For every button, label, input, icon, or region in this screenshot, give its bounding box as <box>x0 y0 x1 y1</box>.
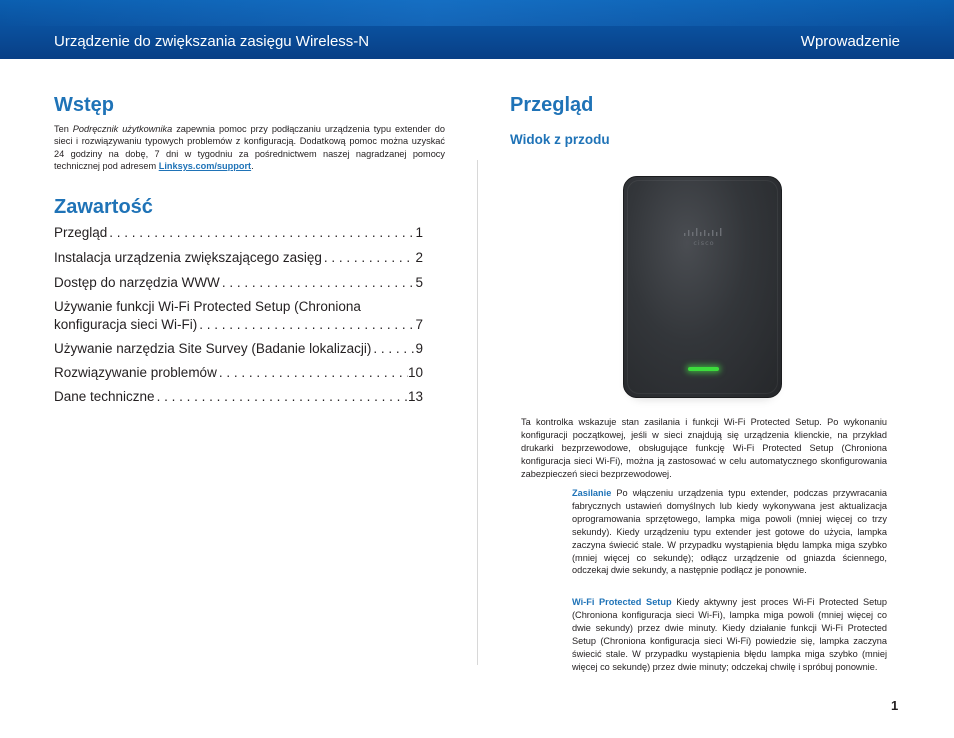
toc-item-page: 10 <box>407 365 423 380</box>
toc-item-overview[interactable] <box>54 224 423 249</box>
toc-item-page: 9 <box>415 341 423 356</box>
toc-item-wps-line1[interactable]: Używanie funkcji Wi-Fi Protected Setup (Chroniona <box>54 299 361 314</box>
toc-leader-dots <box>217 364 408 382</box>
intro-text-after: zapewnia pomoc przy podłączaniu urządzenia typu extender do sieci i rozwiązywaniu typowych problemów z konfiguracją. Dodatkową pomoc można uzyskać 24 godziny na dobę, 7 dni w tygodniu za pośrednictwem naszej nagradzanej pomocy technicznej pod adresem <box>54 124 445 172</box>
intro-guide-title: Podręcznik użytkownika <box>72 124 173 134</box>
toc-leader-dots <box>371 340 415 358</box>
power-text: Po włączeniu urządzenia typu extender, podczas przywracania fabrycznych ustawień domyślnych lub kiedy wykonywana jest aktualizacja oprogramowania sprzętowego, lampka miga powoli (mniej więcej co trzy sekundy). Kiedy urządzeniu typu extender jest gotowe do użycia, lampka zaczyna świecić stale. W przypadku wystąpienia błędu lampka miga szybko (mniej więcej co sekundę); odłącz urządzenie od gniazda ściennego, odczekaj dwie sekundy, a następnie podłącz je ponownie. <box>572 488 887 576</box>
toc-item-page: 5 <box>415 275 423 290</box>
toc-item-title: Dostęp do narzędzia WWW <box>54 275 220 290</box>
toc-item-wps[interactable] <box>54 316 423 340</box>
toc-item-page: 13 <box>407 389 423 404</box>
front-view-description: Ta kontrolka wskazuje stan zasilania i funkcji Wi-Fi Protected Setup. Po wykonaniu konfiguracji początkowej, jeśli w sieci znajdują się urządzenia klienckie, na przykład drukarki bezprzewodowe, obsługujące funkcję Wi-Fi Protected Setup (Chroniona konfiguracja sieci Wi-Fi), można ją zastosować w celu automatycznego skonfigurowania zabezpieczeń sieci bezprzewodowej. <box>521 417 887 479</box>
overview-heading: Przegląd <box>510 94 594 116</box>
toc-item-troubleshooting[interactable] <box>54 364 423 388</box>
header-product-title: Urządzenie do zwiększania zasięgu Wireless-N <box>54 33 370 50</box>
toc-leader-dots <box>107 224 415 242</box>
toc-item-site-survey[interactable] <box>54 340 423 364</box>
toc-heading: Zawartość <box>54 196 153 218</box>
toc-item-title: konfiguracja sieci Wi-Fi) <box>54 317 198 332</box>
intro-text-end: . <box>251 161 254 172</box>
toc-item-web-utility[interactable] <box>54 274 423 298</box>
cisco-logo-icon <box>682 227 726 247</box>
intro-heading: Wstęp <box>54 94 114 116</box>
power-term: Zasilanie <box>572 488 612 498</box>
power-led-description <box>572 487 887 577</box>
wps-text: Kiedy aktywny jest proces Wi-Fi Protected Setup (Chroniona konfiguracja sieci Wi-Fi), lampka miga powoli (mniej więcej co dwie sekundy) przez dwie minuty. Kiedy działanie funkcji Wi-Fi Protected Setup (Chroniona konfiguracja sieci Wi-Fi) powiedzie się, lampka zaczyna świecić stale. W przypadku wystąpienia błędu lampka miga szybko (mniej więcej co sekundę) przez dwie minuty; odczekaj chwilę i spróbuj ponownie. <box>572 597 888 672</box>
toc-list <box>54 224 423 412</box>
device-rim <box>627 180 778 394</box>
extender-device-image <box>623 176 782 398</box>
support-link[interactable]: Linksys.com/support <box>158 161 252 172</box>
wps-led-description <box>572 596 887 673</box>
header-accent <box>0 0 954 26</box>
toc-leader-dots <box>220 274 416 292</box>
toc-item-page: 7 <box>415 317 423 332</box>
toc-item-title: Używanie narzędzia Site Survey (Badanie lokalizacji) <box>54 341 372 356</box>
column-divider <box>477 160 478 665</box>
toc-item-page: 2 <box>415 250 423 265</box>
toc-leader-dots <box>155 388 408 406</box>
toc-item-page: 1 <box>415 225 423 240</box>
intro-paragraph <box>54 123 445 173</box>
page-number: 1 <box>891 698 899 713</box>
toc-item-title: Instalacja urządzenia zwiększającego zasięg <box>54 250 322 265</box>
toc-leader-dots <box>322 249 416 267</box>
toc-leader-dots <box>197 316 415 334</box>
status-led-light <box>688 367 719 371</box>
device-body <box>623 176 782 398</box>
svg-text:cisco: cisco <box>693 239 715 247</box>
toc-item-title: Rozwiązywanie problemów <box>54 365 217 380</box>
toc-item-title: Przegląd <box>54 225 108 240</box>
toc-item-installation[interactable] <box>54 249 423 274</box>
intro-text-before: Ten <box>54 124 73 134</box>
front-view-heading: Widok z przodu <box>510 132 610 147</box>
wps-term: Wi-Fi Protected Setup <box>572 597 672 607</box>
page-header <box>0 0 954 59</box>
toc-item-title: Dane techniczne <box>54 389 155 404</box>
header-section-title: Wprowadzenie <box>800 33 900 50</box>
toc-item-specifications[interactable] <box>54 388 423 412</box>
